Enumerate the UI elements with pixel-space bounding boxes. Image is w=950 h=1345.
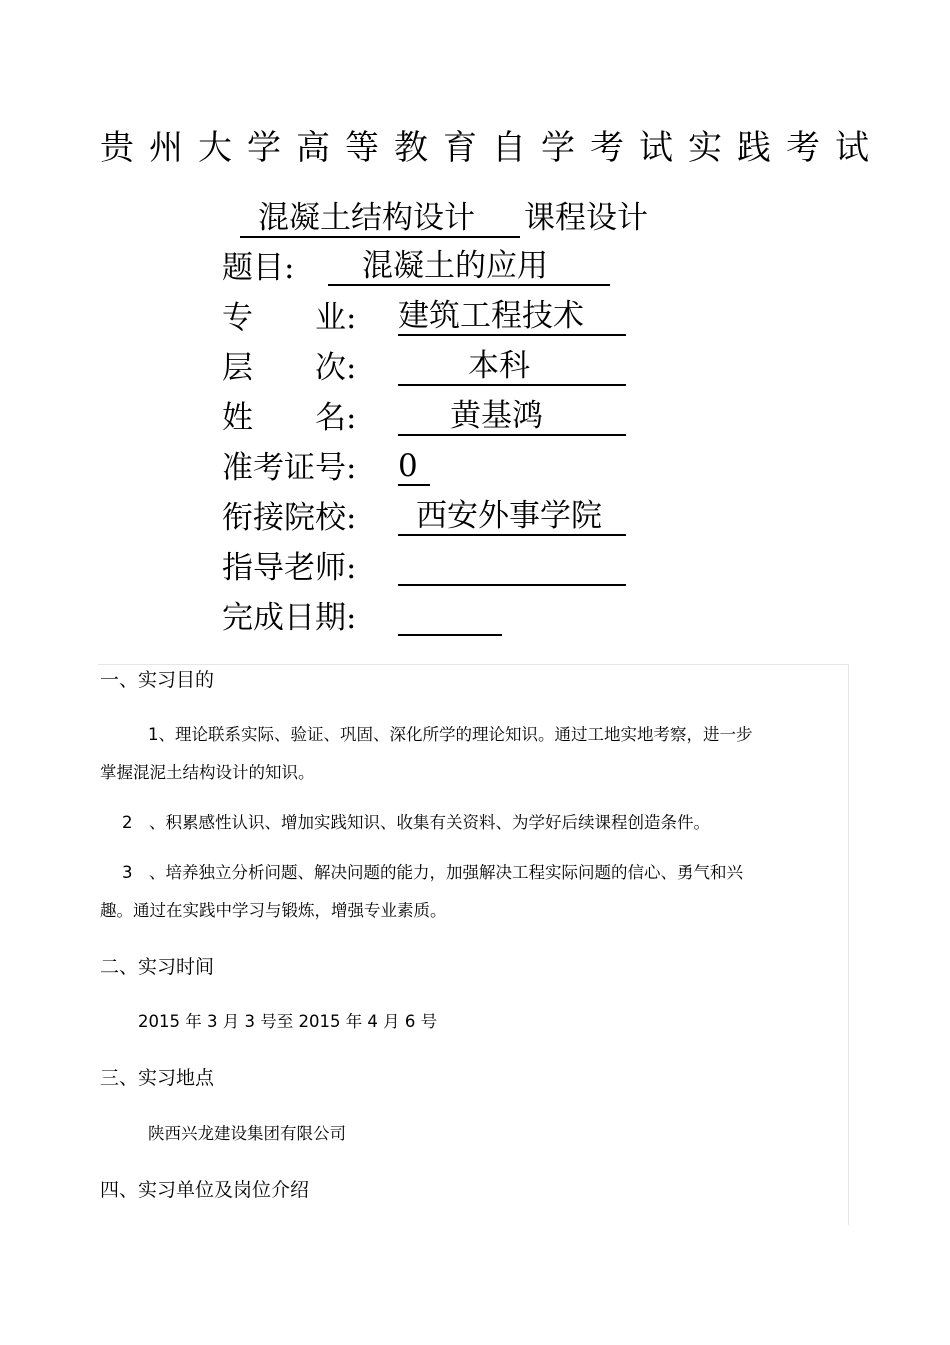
- section-heading-purpose: 一、实习目的: [100, 669, 215, 691]
- info-label-exam-number: 准考证号:: [222, 450, 357, 486]
- info-row-advisor: [222, 548, 626, 588]
- purpose-paragraph-1-line-1: 1、理论联系实际、验证、巩固、深化所学的理论知识。通过工地实地考察，进一步: [148, 725, 753, 744]
- internship-time-text: 2015 年 3 月 3 号至 2015 年 4 月 6 号: [138, 1012, 438, 1031]
- info-row-school: [222, 498, 626, 538]
- info-label-major: 专 业:: [222, 300, 357, 336]
- info-label-level: 层 次:: [222, 350, 357, 386]
- purpose-paragraph-3-line-1: 3 、培养独立分析问题、解决问题的能力，加强解决工程实际问题的信心、勇气和兴: [122, 863, 743, 882]
- purpose-paragraph-1-line-2: 掌握混泥土结构设计的知识。: [100, 763, 315, 782]
- course-suffix: 课程设计: [524, 200, 648, 236]
- section-heading-time: 二、实习时间: [100, 956, 215, 978]
- info-row-level: [222, 348, 626, 388]
- info-value-school: 西安外事学院: [398, 498, 626, 536]
- info-row-name: [222, 398, 626, 438]
- info-label-topic: 题目:: [222, 250, 295, 286]
- section-heading-unit-intro: 四、实习单位及岗位介绍: [100, 1179, 310, 1201]
- info-row-major: [222, 298, 626, 338]
- info-label-completion-date: 完成日期:: [222, 600, 357, 636]
- info-row-completion-date: [222, 598, 502, 638]
- course-title-line: [240, 198, 648, 238]
- section-heading-location: 三、实习地点: [100, 1067, 215, 1089]
- info-label-school: 衔接院校:: [222, 500, 357, 536]
- internship-location-text: 陕西兴龙建设集团有限公司: [148, 1124, 346, 1143]
- info-value-advisor: [398, 548, 626, 586]
- info-value-major: 建筑工程技术: [398, 298, 626, 336]
- course-name: 混凝土结构设计: [240, 200, 520, 238]
- info-value-level: 本科: [398, 348, 626, 386]
- info-label-name: 姓 名:: [222, 400, 357, 436]
- info-value-completion-date: [398, 598, 502, 636]
- info-value-topic: 混凝土的应用: [328, 248, 610, 286]
- info-label-advisor: 指导老师:: [222, 550, 357, 586]
- purpose-paragraph-2: 2 、积累感性认识、增加实践知识、收集有关资料、为学好后续课程创造条件。: [122, 813, 710, 832]
- info-row-topic: [222, 248, 610, 288]
- info-row-exam-number: [222, 448, 430, 488]
- document-title: 贵州大学高等教育自学考试实践考试: [100, 128, 884, 168]
- info-value-name: 黄基鸿: [398, 398, 626, 436]
- purpose-paragraph-3-line-2: 趣。通过在实践中学习与锻炼，增强专业素质。: [100, 901, 447, 920]
- info-value-exam-number: 0: [398, 448, 430, 486]
